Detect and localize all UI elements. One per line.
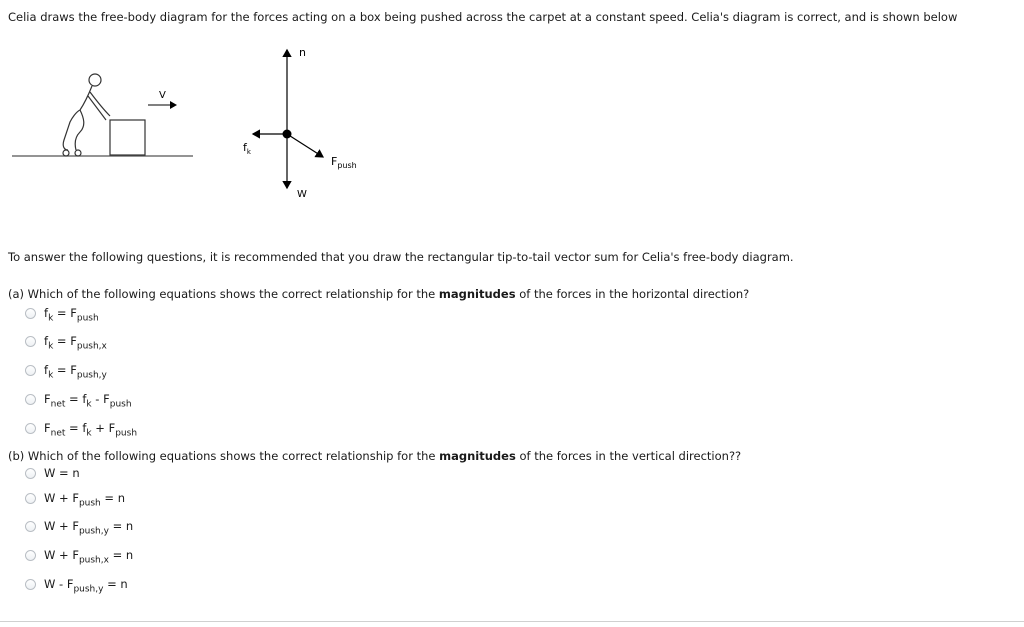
question-a: (a) Which of the following equations shows the correct relationship for the magnitudes of the forces in the horizontal direction?	[8, 287, 750, 301]
push-force-label: $F_{push}$	[331, 155, 357, 170]
radio-button[interactable]	[25, 579, 36, 590]
option-b-3[interactable]: $W + F_{push,y} = n$	[25, 520, 133, 538]
radio-button[interactable]	[25, 493, 36, 504]
object-point	[283, 130, 292, 139]
question-b: (b) Which of the following equations shows the correct relationship for the magnitudes of the forces in the vertical direction??	[8, 449, 742, 463]
normal-force-label: n	[299, 46, 306, 59]
option-b-1[interactable]: W = n	[25, 467, 80, 480]
radio-button[interactable]	[25, 468, 36, 479]
velocity-label: V	[159, 90, 166, 101]
push-force-arrow	[287, 134, 323, 157]
option-a-4[interactable]: $F_{net} = f_k - F_{push}$	[25, 393, 132, 411]
friction-force-label: $f_k$	[243, 141, 251, 156]
option-a-3[interactable]: $f_k = F_{push,y}$	[25, 364, 107, 382]
radio-button[interactable]	[25, 336, 36, 347]
radio-button[interactable]	[25, 365, 36, 376]
instruction-text: To answer the following questions, it is recommended that you draw the rectangular tip-to-tail vector sum for Celia's free-body diagram.	[8, 250, 794, 264]
radio-button[interactable]	[25, 423, 36, 434]
radio-button[interactable]	[25, 550, 36, 561]
option-b-2[interactable]: $W + F_{push} = n$	[25, 492, 125, 510]
option-b-5[interactable]: $W - F_{push,y} = n$	[25, 578, 128, 596]
bottom-divider	[0, 621, 1024, 622]
radio-button[interactable]	[25, 521, 36, 532]
option-a-5[interactable]: $F_{net} = f_k + F_{push}$	[25, 422, 137, 440]
option-a-2[interactable]: $f_k = F_{push,x}$	[25, 335, 107, 353]
option-a-1[interactable]: $f_k = F_{push}$	[25, 307, 99, 325]
radio-button[interactable]	[25, 308, 36, 319]
problem-intro: Celia draws the free-body diagram for the forces acting on a box being pushed across the carpet at a constant speed. Celia's diagram is correct, and is shown below	[8, 10, 958, 24]
radio-button[interactable]	[25, 394, 36, 405]
person-figure	[63, 74, 110, 156]
box	[110, 120, 145, 155]
weight-force-label: W	[297, 189, 307, 200]
free-body-diagram	[0, 40, 420, 210]
option-b-4[interactable]: $W + F_{push,x} = n$	[25, 549, 133, 567]
